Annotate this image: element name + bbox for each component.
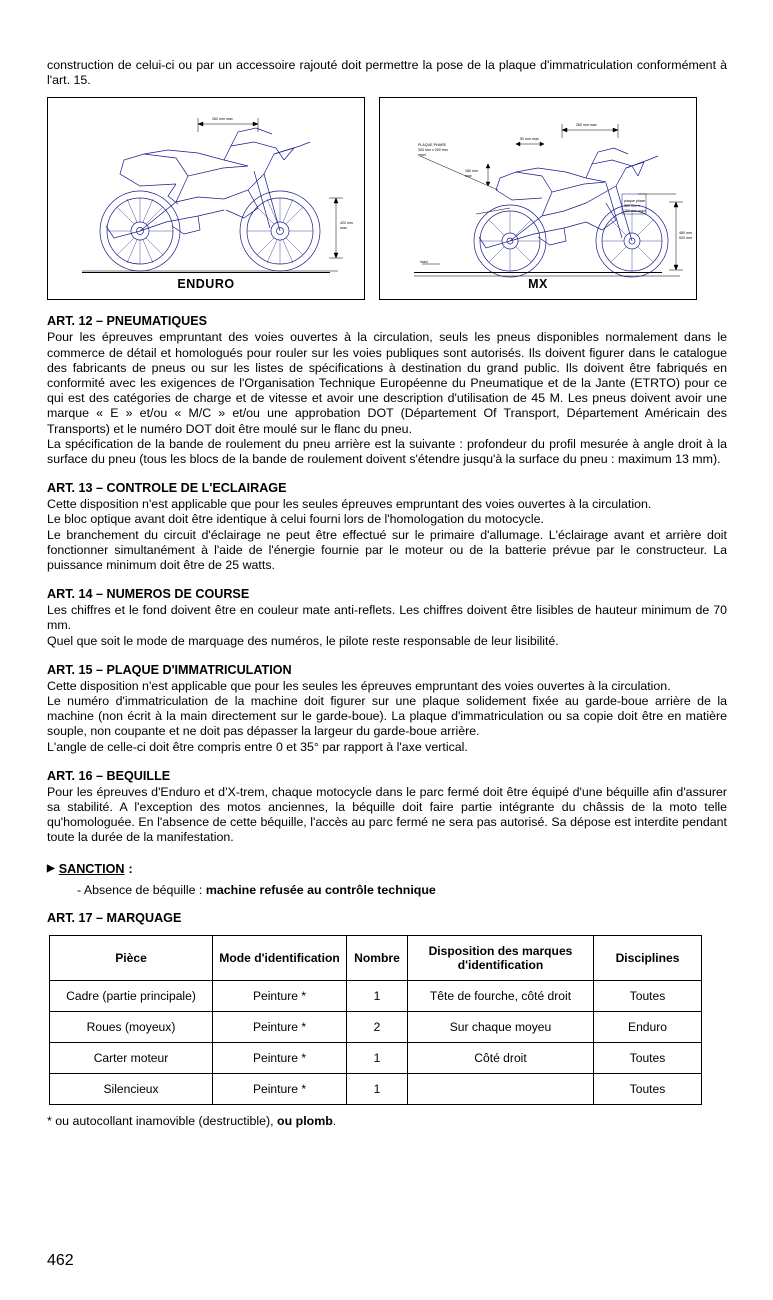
figures-row	[47, 97, 727, 300]
article-14-paragraph-2: Quel que soit le mode de marquage des numéros, le pilote reste responsable de leur lisibilité.	[47, 633, 559, 648]
svg-text:50 mm max: 50 mm max	[520, 137, 539, 142]
table-row	[50, 1073, 702, 1104]
article-13-paragraph-1: Cette disposition n'est applicable que pour les seules épreuves empruntant des voies ouvertes à la circulation.	[47, 497, 652, 512]
sanction-colon: :	[128, 861, 133, 876]
svg-text:520 mm: 520 mm	[679, 236, 692, 241]
svg-text:300 mm x 200 mm: 300 mm x 200 mm	[418, 148, 448, 153]
figure-mx	[379, 97, 697, 300]
cell-nombre: 1	[347, 1042, 408, 1073]
table-header-row	[50, 935, 702, 980]
svg-text:480 mm: 480 mm	[679, 231, 692, 236]
column-header-disposition: Disposition des marques d'identification	[408, 935, 594, 980]
article-17-heading: ART. 17 – MARQUAGE	[47, 910, 182, 925]
svg-text:260 mm max: 260 mm max	[576, 123, 597, 128]
sanction-item-bold: machine refusée au contrôle technique	[205, 882, 436, 897]
enduro-motorcycle-diagram	[48, 98, 366, 301]
cell-piece: Roues (moyeux)	[50, 1011, 213, 1042]
enduro-caption: ENDURO	[177, 277, 235, 292]
intro-paragraph: construction de celui-ci ou par un accessoire rajouté doit permettre la pose de la plaque d'immatriculation conformément à l'art. 15.	[47, 58, 727, 88]
sanction-label: SANCTION	[58, 861, 125, 876]
svg-text:180 mm: 180 mm	[465, 169, 478, 174]
footnote-suffix: .	[332, 1113, 337, 1128]
svg-text:300 mm x: 300 mm x	[624, 204, 640, 209]
cell-piece: Cadre (partie principale)	[50, 980, 213, 1011]
article-15-heading: ART. 15 – PLAQUE D'IMMATRICULATION	[47, 662, 292, 677]
article-12-paragraph-1: Pour les épreuves empruntant des voies ouvertes à la circulation, seuls les pneus disponibles normalement dans le commerce de détail et homologués pour rouler sur les voies publiques sont autorisés. Ils doivent figurer dans le catalogue des fabricants de pneus ou sur les listes de spécifications à destination du grand public. Ils doivent être fabriqués en conformité avec les exigences de l'Organisation Technique Européenne du Pneumatique et de la Jante (ETRTO) pour ce qui est des catégories de charge et de vitesse et avoir une description d'utilisation de 45 M. Les pneus doivent avoir une marque « E » et/ou « M/C » et/ou une approbation DOT (Département Of Transport, Département Américain des Transports) et le numéro DOT doit être moulé sur le flanc du pneu.	[47, 330, 727, 436]
svg-text:260 mm max: 260 mm max	[212, 117, 233, 122]
article-16-heading: ART. 16 – BEQUILLE	[47, 768, 171, 783]
cell-disposition	[408, 1073, 594, 1104]
article-14-heading: ART. 14 – NUMEROS DE COURSE	[47, 587, 250, 602]
column-header-nombre: Nombre	[347, 935, 408, 980]
cell-mode: Peinture *	[213, 1073, 347, 1104]
article-12-paragraph-2: La spécification de la bande de roulement du pneu arrière est la suivante : profondeur du profil mesurée à angle droit à la surface du pneu (tous les blocs de la bande de roulement doivent s'étendre jusqu'à la surface du pneu : maximum 13 mm).	[47, 436, 727, 467]
cell-mode: Peinture *	[213, 980, 347, 1011]
svg-text:420 mm: 420 mm	[340, 221, 353, 226]
svg-text:PLAQUE PHARE: PLAQUE PHARE	[418, 143, 446, 148]
article-15-paragraph-1: Cette disposition n'est applicable que pour les seules les épreuves empruntant des voies ouvertes à la circulation.	[47, 678, 671, 693]
footnote-prefix: * ou autocollant inamovible (destructible),	[47, 1113, 278, 1128]
svg-text:plaque phare: plaque phare	[624, 199, 645, 204]
table-row	[50, 980, 702, 1011]
cell-piece: Carter moteur	[50, 1042, 213, 1073]
cell-nombre: 2	[347, 1011, 408, 1042]
mx-caption: MX	[528, 277, 548, 292]
cell-piece: Silencieux	[50, 1073, 213, 1104]
article-13-heading: ART. 13 – CONTROLE DE L'ECLAIRAGE	[47, 481, 287, 496]
page-content	[47, 58, 727, 1128]
mx-caption-rule	[414, 272, 662, 273]
svg-text:200 mm maxi: 200 mm maxi	[624, 209, 646, 214]
cell-disposition: Sur chaque moyeu	[408, 1011, 594, 1042]
table-footnote	[47, 1114, 727, 1128]
table-row	[50, 1011, 702, 1042]
column-header-mode: Mode d'identification	[213, 935, 347, 980]
marquage-table	[49, 935, 702, 1105]
sanction-arrow-icon: ▶	[47, 862, 55, 874]
cell-disposition: Tête de fourche, côté droit	[408, 980, 594, 1011]
article-15-paragraph-2: Le numéro d'immatriculation de la machine doit figurer sur une plaque solidement fixée au garde-boue arrière de la machine (non écrit à la main directement sur le garde-boue). La plaque d'immatriculation ou sa copie doit être en matière souple, non coupante et ne doit pas dépasser la largeur du garde-boue arrière.	[47, 694, 727, 739]
column-header-piece: Pièce	[50, 935, 213, 980]
footnote-bold: ou plomb	[277, 1113, 333, 1128]
article-15-paragraph-3: L'angle de celle-ci doit être compris entre 0 et 35° par rapport à l'axe vertical.	[47, 739, 468, 754]
svg-text:max: max	[465, 174, 472, 179]
article-13-paragraph-3: Le branchement du circuit d'éclairage ne peut être effectué sur le primaire d'allumage. L'éclairage avant et arrière doit fonctionner simultanément à l'aide de l'énergie fournie par le moteur ou de la batterie prévue par le constructeur. La puissance minimum doit être de 25 watts.	[47, 527, 727, 573]
sanction-heading	[47, 862, 727, 876]
sanction-item-prefix: - Absence de béquille :	[77, 882, 206, 897]
table-row	[50, 1042, 702, 1073]
cell-disciplines: Toutes	[594, 980, 702, 1011]
cell-mode: Peinture *	[213, 1011, 347, 1042]
sanction-item	[77, 883, 727, 897]
cell-nombre: 1	[347, 980, 408, 1011]
article-12-heading: ART. 12 – PNEUMATIQUES	[47, 314, 208, 329]
svg-text:maxi: maxi	[420, 260, 428, 265]
cell-mode: Peinture *	[213, 1042, 347, 1073]
enduro-caption-rule	[82, 272, 330, 273]
column-header-disciplines: Disciplines	[594, 935, 702, 980]
svg-text:maxi: maxi	[418, 153, 426, 158]
cell-disciplines: Toutes	[594, 1073, 702, 1104]
cell-nombre: 1	[347, 1073, 408, 1104]
cell-disciplines: Enduro	[594, 1011, 702, 1042]
article-13-paragraph-2: Le bloc optique avant doit être identique à celui fourni lors de l'homologation du motocycle.	[47, 512, 544, 527]
svg-text:max: max	[340, 226, 347, 231]
cell-disposition: Côté droit	[408, 1042, 594, 1073]
mx-motorcycle-diagram	[380, 98, 698, 301]
article-16-paragraph-1: Pour les épreuves d'Enduro et d'X-trem, chaque motocycle dans le parc fermé doit être équipé d'une béquille afin d'assurer sa stabilité. A l'exception des motos anciennes, la béquille doit faire partie intégrante du châssis de la moto telle qu'homologuée. En l'absence de cette béquille, l'accès au parc fermé ne sera pas autorisé. Sa dépose est interdite pendant toute la durée de la manifestation.	[47, 784, 727, 845]
figure-enduro	[47, 97, 365, 300]
article-14-paragraph-1: Les chiffres et le fond doivent être en couleur mate anti-reflets. Les chiffres doivent être lisibles de hauteur minimum de 70 mm.	[47, 603, 727, 633]
page-number: 462	[47, 1252, 74, 1269]
cell-disciplines: Toutes	[594, 1042, 702, 1073]
